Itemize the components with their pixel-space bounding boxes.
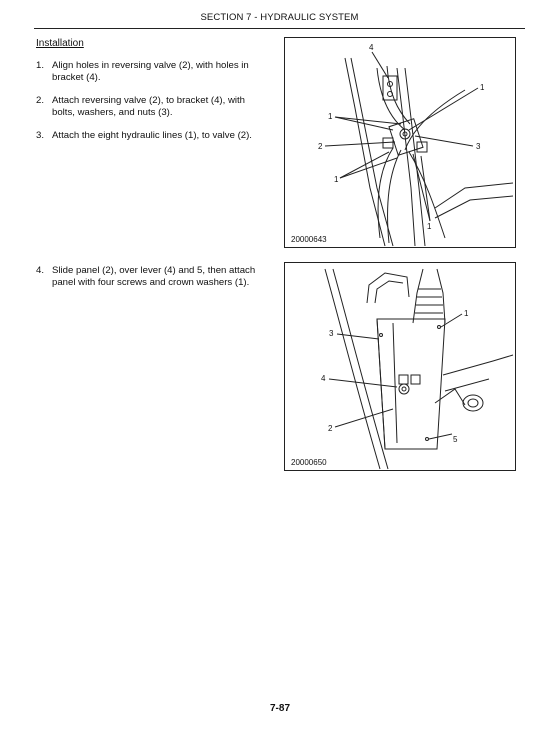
- callout-5: 5: [453, 435, 458, 444]
- page-number: 7-87: [269, 703, 290, 714]
- callout-3: 3: [329, 329, 334, 338]
- callout-4: 4: [321, 374, 326, 383]
- callout-3: 3: [476, 142, 481, 151]
- step-text: Slide panel (2), over lever (4) and 5, then attach panel with four screws and crown washers (1).: [52, 265, 256, 288]
- callout-2: 2: [328, 424, 333, 433]
- steps-list-1: [36, 60, 264, 154]
- steps-list-2: [36, 265, 264, 300]
- callout-1: 1: [427, 222, 432, 231]
- step-number: 1.: [36, 60, 45, 71]
- callout-2: 2: [318, 142, 323, 151]
- installation-heading: Installation: [36, 38, 84, 49]
- section-header: SECTION 7 - HYDRAULIC SYSTEM: [200, 12, 359, 23]
- step-number: 3.: [36, 130, 45, 141]
- step-text: Align holes in reversing valve (2), with holes in bracket (4).: [52, 60, 249, 83]
- callout-1: 1: [464, 309, 469, 318]
- step-3: [36, 130, 264, 142]
- step-number: 4.: [36, 265, 45, 276]
- step-4: [36, 265, 264, 288]
- step-text: Attach the eight hydraulic lines (1), to valve (2).: [52, 130, 252, 141]
- callout-1: 1: [334, 175, 339, 184]
- figure-reversing-valve: [284, 37, 516, 248]
- figure-code: 20000643: [291, 235, 327, 244]
- callout-4: 4: [369, 43, 374, 52]
- header-divider: [34, 28, 525, 29]
- callout-1: 1: [328, 112, 333, 121]
- step-2: [36, 95, 264, 118]
- panel-illustration: [285, 263, 515, 470]
- figure-code: 20000650: [291, 458, 327, 467]
- callout-1: 1: [480, 83, 485, 92]
- reversing-valve-illustration: [285, 38, 515, 247]
- figure-panel: [284, 262, 516, 471]
- step-number: 2.: [36, 95, 45, 106]
- step-1: [36, 60, 264, 83]
- step-text: Attach reversing valve (2), to bracket (4), with bolts, washers, and nuts (3).: [52, 95, 246, 118]
